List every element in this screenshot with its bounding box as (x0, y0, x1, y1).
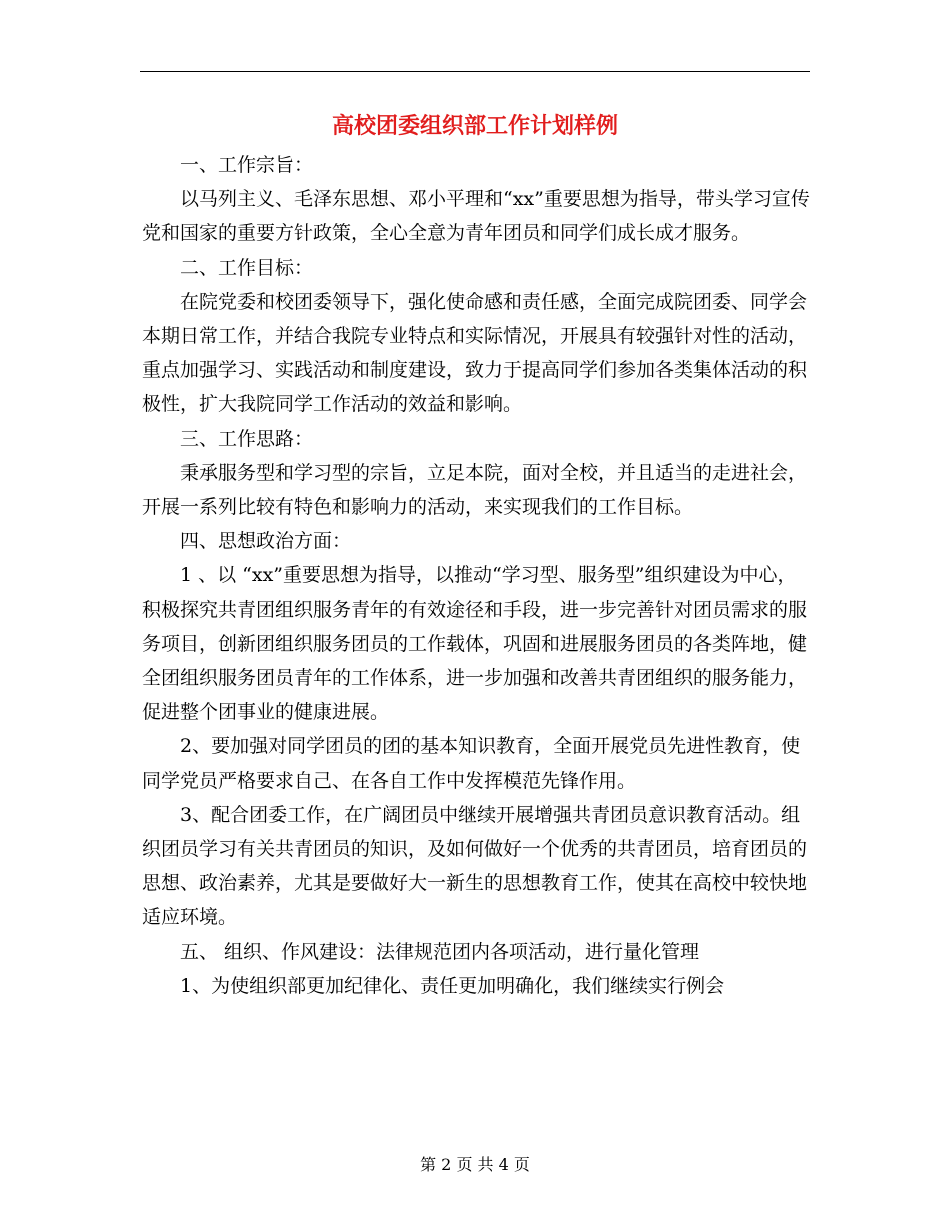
paragraph-ideology-1: 1 、以 “xx”重要思想为指导，以推动“学习型、服务型”组织建设为中心，积极探究共青团组织服务青年的有效途径和手段，进一步完善针对团员需求的服务项目，创新团组织服务团员的工作载体，巩固和进展服务团员的各类阵地，健全团组织服务团员青年的工作体系，进一步加强和改善共青团组织的服务能力，促进整个团事业的健康进展。 (142, 564, 808, 724)
paragraph-purpose: 以马列主义、毛泽东思想、邓小平理和“xx”重要思想为指导，带头学习宣传党和国家的重要方针政策，全心全意为青年团员和同学们成长成才服务。 (142, 188, 810, 245)
paragraph-ideology-3: 3、配合团委工作，在广阔团员中继续开展增强共青团员意识教育活动。组织团员学习有关共青团员的知识，及如何做好一个优秀的共青团员，培育团员的思想、政治素养，尤其是要做好大一新生的思想教育工作，使其在高校中较快地适应环境。 (142, 803, 808, 929)
heading-organization: 五、 组织、作风建设：法律规范团内各项活动，进行量化管理 (180, 940, 700, 963)
document-title: 高校团委组织部工作计划样例 (331, 113, 618, 139)
header-rule (140, 71, 810, 72)
paragraph-goals: 在院党委和校团委领导下，强化使命感和责任感，全面完成院团委、同学会本期日常工作，并结合我院专业特点和实际情况，开展具有较强针对性的活动，重点加强学习、实践活动和制度建设，致力于提高同学们参加各类集体活动的积极性，扩大我院同学工作活动的效益和影响。 (142, 290, 808, 416)
heading-approach: 三、工作思路： (180, 427, 314, 450)
paragraph-organization-1: 1、为使组织部更加纪律化、责任更加明确化，我们继续实行例会 (180, 974, 725, 997)
paragraph-approach: 秉承服务型和学习型的宗旨，立足本院，面对全校，并且适当的走进社会，开展一系列比较有特色和影响力的活动，来实现我们的工作目标。 (142, 461, 808, 519)
heading-purpose: 一、工作宗旨： (180, 154, 314, 176)
heading-goals: 二、工作目标： (180, 256, 314, 279)
paragraph-ideology-2: 2、要加强对同学团员的团的基本知识教育，全面开展党员先进性教育，使同学党员严格要求自己、在各自工作中发挥模范先锋作用。 (142, 735, 801, 792)
page-footer: 第 2 页 共 4 页 (420, 1155, 530, 1174)
document-body (142, 148, 810, 1003)
heading-ideology: 四、思想政治方面： (180, 530, 352, 553)
